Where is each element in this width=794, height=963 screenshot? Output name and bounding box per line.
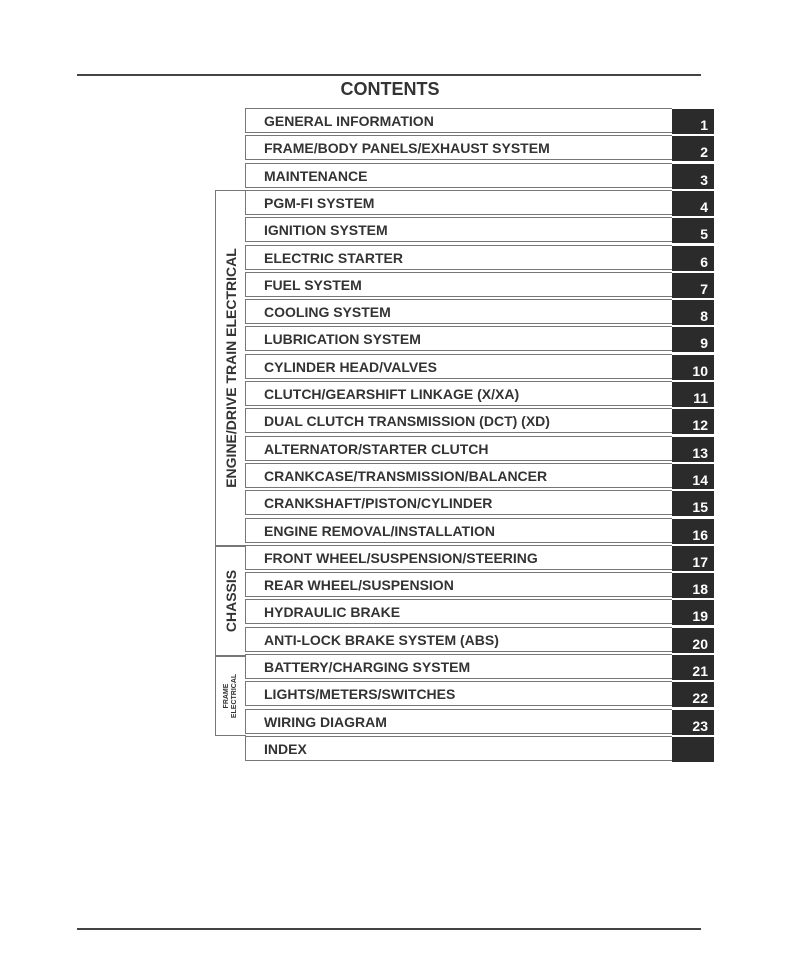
row-box xyxy=(245,627,672,652)
group-label-frame-electrical xyxy=(223,674,239,718)
section-number: 17 xyxy=(692,553,708,570)
section-tab[interactable] xyxy=(672,464,714,489)
row-box xyxy=(245,217,672,242)
top-rule xyxy=(77,74,701,76)
section-number: 12 xyxy=(692,417,708,434)
section-tab[interactable] xyxy=(672,327,714,352)
section-title[interactable]: BATTERY/CHARGING SYSTEM xyxy=(264,659,471,675)
section-title[interactable]: CLUTCH/GEARSHIFT LINKAGE (X/XA) xyxy=(264,386,520,402)
contents-row[interactable] xyxy=(245,245,714,270)
section-tab[interactable] xyxy=(672,628,714,653)
section-tab[interactable] xyxy=(672,218,714,243)
section-title[interactable]: ANTI-LOCK BRAKE SYSTEM (ABS) xyxy=(264,631,499,648)
section-title[interactable]: PGM-FI SYSTEM xyxy=(264,194,375,211)
contents-row[interactable] xyxy=(245,135,714,160)
section-tab[interactable] xyxy=(672,600,714,625)
section-number: 23 xyxy=(692,717,708,734)
section-number: 2 xyxy=(700,144,708,161)
section-tab[interactable] xyxy=(672,655,714,680)
section-title[interactable]: CRANKCASE/TRANSMISSION/BALANCER xyxy=(264,467,548,484)
section-number: 1 xyxy=(700,117,708,133)
bottom-rule xyxy=(77,928,701,930)
section-tab[interactable] xyxy=(672,710,714,735)
contents-row[interactable] xyxy=(245,163,714,188)
section-tab[interactable] xyxy=(672,109,714,134)
contents-row[interactable] xyxy=(245,272,714,297)
section-tab[interactable] xyxy=(672,546,714,571)
section-title[interactable]: LUBRICATION SYSTEM xyxy=(264,331,421,348)
row-box xyxy=(245,299,672,324)
section-title[interactable]: REAR WHEEL/SUSPENSION xyxy=(264,577,454,594)
group-frame-electrical xyxy=(215,656,246,736)
section-number: 8 xyxy=(700,308,708,325)
row-box xyxy=(245,381,672,406)
section-tab[interactable] xyxy=(672,300,714,325)
group-label-chassis: CHASSIS xyxy=(223,569,239,633)
contents-row[interactable] xyxy=(245,408,714,433)
section-number: 3 xyxy=(700,171,708,188)
row-box xyxy=(245,190,672,215)
contents-row[interactable] xyxy=(245,709,714,734)
row-box xyxy=(245,163,672,188)
section-title[interactable]: INDEX xyxy=(264,740,307,757)
section-tab[interactable] xyxy=(672,437,714,462)
group-chassis xyxy=(215,546,246,656)
section-title[interactable]: DUAL CLUTCH TRANSMISSION (DCT) (XD) xyxy=(264,413,550,430)
section-title[interactable]: ENGINE REMOVAL/INSTALLATION xyxy=(264,522,495,539)
section-tab[interactable] xyxy=(672,246,714,271)
row-box xyxy=(245,272,672,297)
row-box xyxy=(245,436,672,461)
row-box xyxy=(245,408,672,433)
section-title[interactable]: WIRING DIAGRAM xyxy=(264,713,387,730)
section-title[interactable]: IGNITION SYSTEM xyxy=(264,222,388,239)
contents-row[interactable] xyxy=(245,545,714,570)
section-number: 9 xyxy=(700,335,708,352)
section-number: 19 xyxy=(692,608,708,625)
row-box xyxy=(245,135,672,160)
row-box xyxy=(245,245,672,270)
section-tab[interactable] xyxy=(672,682,714,707)
section-number: 14 xyxy=(692,471,708,488)
section-number: 4 xyxy=(700,198,708,215)
section-tab[interactable] xyxy=(672,573,714,598)
contents-row[interactable] xyxy=(245,518,714,543)
section-tab[interactable] xyxy=(672,737,714,762)
group-label-engine: ENGINE/DRIVE TRAIN ELECTRICAL xyxy=(223,248,239,488)
section-title[interactable]: CRANKSHAFT/PISTON/CYLINDER xyxy=(264,495,493,512)
section-number: 11 xyxy=(693,390,708,406)
electrical-label: ELECTRICAL xyxy=(231,673,238,719)
row-box xyxy=(245,326,672,351)
section-tab[interactable] xyxy=(672,191,714,216)
row-box xyxy=(245,599,672,624)
section-number: 7 xyxy=(700,280,708,297)
section-number: 15 xyxy=(692,499,708,516)
contents-row[interactable] xyxy=(245,299,714,324)
section-title[interactable]: FUEL SYSTEM xyxy=(264,276,362,293)
contents-row[interactable] xyxy=(245,326,714,351)
contents-row[interactable] xyxy=(245,599,714,624)
section-tab[interactable] xyxy=(672,382,714,407)
section-title[interactable]: FRONT WHEEL/SUSPENSION/STEERING xyxy=(264,549,538,566)
contents-row[interactable] xyxy=(245,627,714,652)
section-title[interactable]: MAINTENANCE xyxy=(264,167,368,184)
row-box xyxy=(245,709,672,734)
contents-row[interactable] xyxy=(245,654,714,679)
section-tab[interactable] xyxy=(672,273,714,298)
section-number: 18 xyxy=(692,581,708,598)
section-title[interactable]: FRAME/BODY PANELS/EXHAUST SYSTEM xyxy=(264,140,550,157)
row-box xyxy=(245,518,672,543)
contents-row[interactable] xyxy=(245,217,714,242)
section-title[interactable]: ELECTRIC STARTER xyxy=(264,249,403,266)
page-title: CONTENTS xyxy=(340,79,440,99)
section-number: 10 xyxy=(692,362,708,379)
section-number: 13 xyxy=(692,444,708,461)
section-title[interactable]: COOLING SYSTEM xyxy=(264,304,391,321)
contents-row[interactable] xyxy=(245,436,714,461)
contents-row[interactable] xyxy=(245,736,714,761)
row-box xyxy=(245,681,672,706)
section-number: 16 xyxy=(692,526,708,543)
contents-row[interactable] xyxy=(245,681,714,706)
row-box xyxy=(245,463,672,488)
section-tab[interactable] xyxy=(672,409,714,434)
row-box xyxy=(245,654,672,679)
contents-row[interactable] xyxy=(245,381,714,406)
contents-row[interactable] xyxy=(245,354,714,379)
contents-row[interactable] xyxy=(245,108,714,133)
section-number: 5 xyxy=(700,226,708,243)
section-tab[interactable] xyxy=(672,519,714,544)
section-number: 22 xyxy=(692,690,708,707)
section-title[interactable]: HYDRAULIC BRAKE xyxy=(264,604,401,621)
section-title[interactable]: ALTERNATOR/STARTER CLUTCH xyxy=(264,440,489,457)
contents-row[interactable] xyxy=(245,490,714,515)
row-box xyxy=(245,545,672,570)
section-tab[interactable] xyxy=(672,491,714,516)
section-number: 21 xyxy=(692,663,708,679)
frame-label: FRAME xyxy=(223,683,230,709)
row-box xyxy=(245,490,672,515)
contents-row[interactable] xyxy=(245,190,714,215)
section-title[interactable]: GENERAL INFORMATION xyxy=(264,113,434,129)
section-title[interactable]: CYLINDER HEAD/VALVES xyxy=(264,358,437,375)
group-engine xyxy=(215,190,246,546)
row-box xyxy=(245,108,672,133)
section-number: 20 xyxy=(692,635,708,652)
row-box xyxy=(245,354,672,379)
section-tab[interactable] xyxy=(672,136,714,161)
section-tab[interactable] xyxy=(672,164,714,189)
section-tab[interactable] xyxy=(672,355,714,380)
row-box xyxy=(245,736,672,761)
contents-row[interactable] xyxy=(245,463,714,488)
row-box xyxy=(245,572,672,597)
contents-row[interactable] xyxy=(245,572,714,597)
section-title[interactable]: LIGHTS/METERS/SWITCHES xyxy=(264,686,456,703)
section-number: 6 xyxy=(700,253,708,270)
